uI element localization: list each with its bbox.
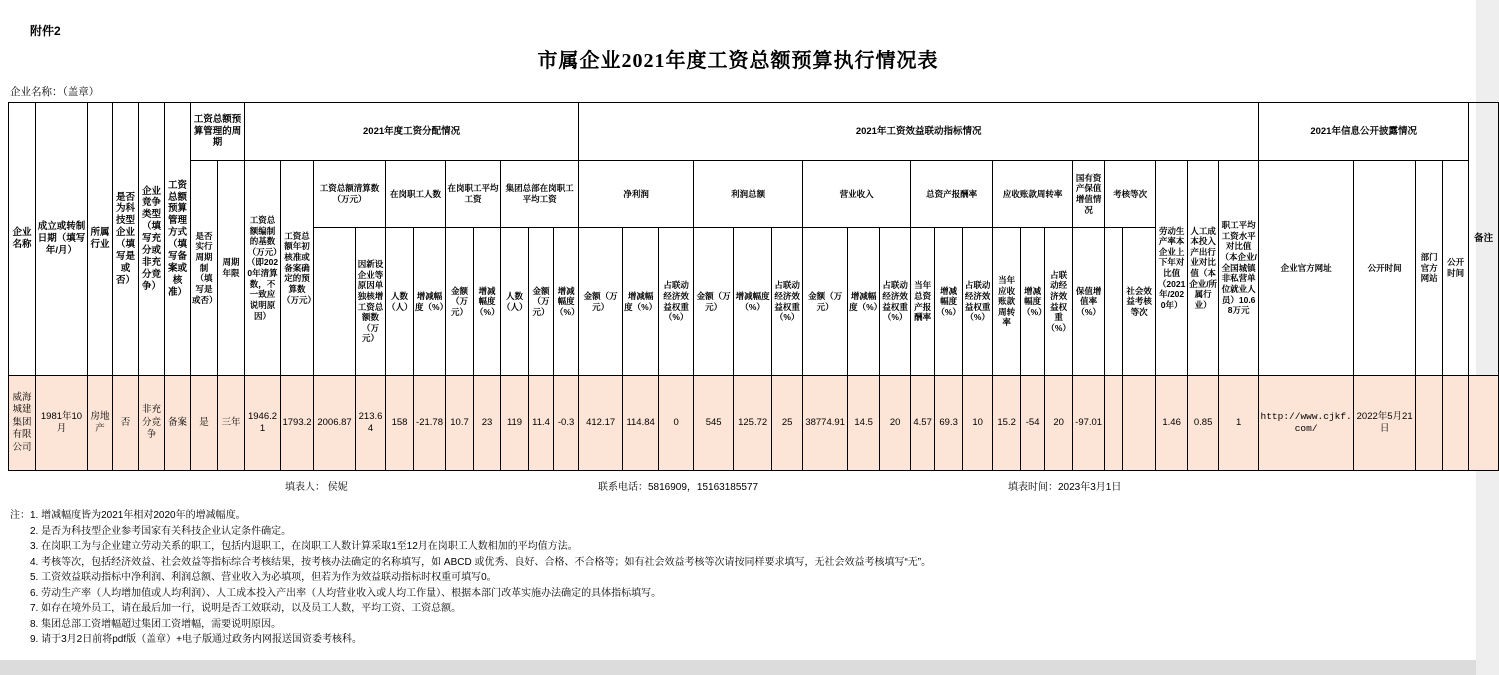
cell-revenue-change: 14.5	[848, 376, 880, 471]
group-header-onjob-headcount: 在岗职工人数	[386, 161, 446, 228]
cell-industry: 房地产	[88, 376, 113, 471]
col-header-totalprofit-weight: 占联动经济效益权重（%）	[772, 228, 803, 376]
cell-netprofit-amount: 412.17	[579, 376, 623, 471]
notes-list	[30, 508, 931, 648]
cell-hq-headcount: 119	[501, 376, 529, 471]
col-header-roa-change: 增减幅度（%）	[935, 228, 963, 376]
group-header-preserve: 国有资产保值增值情况	[1073, 161, 1105, 228]
note-item-8: 8. 集团总部工资增幅超过集团工资增幅，需要说明原因。	[30, 618, 282, 630]
col-header-grade-blank	[1105, 228, 1123, 376]
col-header-onjob-headcount: 人数（人）	[386, 228, 414, 376]
col-header-netprofit-amount: 金额（万元）	[579, 228, 623, 376]
cell-receivables-current: 15.2	[993, 376, 1021, 471]
cell-enterprise-name: 威海城建集团有限公司	[9, 376, 36, 471]
cell-cycle-years: 三年	[218, 376, 245, 471]
col-header-settlement-extra: 因新设企业等原因单独核增工资总额数（万元）	[356, 228, 386, 376]
cell-base-2020: 1946.21	[245, 376, 281, 471]
cell-hq-avgwage-change: -0.3	[554, 376, 579, 471]
cell-disclose-time: 2022年5月21日	[1354, 376, 1416, 471]
cell-labor-productivity-ratio: 1.46	[1156, 376, 1188, 471]
note-item-9: 9. 请于3月2日前将pdf版（盖章）+电子版通过政务内网报送国资委考核科。	[30, 634, 362, 645]
cell-receivables-weight: 20	[1045, 376, 1073, 471]
note-item-3: 3. 在岗职工为与企业建立劳动关系的职工，包括内退职工，在岗职工人数计算采取1至12月在岗职工人数相加的平均值方法。	[30, 541, 578, 552]
group-header-net-profit: 净利润	[579, 161, 694, 228]
col-header-onjob-avgwage-change: 增减幅度（%）	[474, 228, 501, 376]
cell-establish-date: 1981年10月	[36, 376, 88, 471]
attachment-label: 附件2	[30, 24, 61, 38]
col-header-revenue-weight: 占联动经济效益权重（%）	[880, 228, 911, 376]
cell-avg-wage-ratio: 1	[1219, 376, 1259, 471]
fill-date-label: 填表时间：2023年3月1日	[1008, 482, 1122, 493]
group-header-revenue: 营业收入	[803, 161, 911, 228]
page-bottom-gutter	[0, 660, 1476, 675]
cell-totalprofit-amount: 545	[694, 376, 734, 471]
cell-hq-avgwage-amount: 11.4	[529, 376, 554, 471]
group-header-distribution-2021: 2021年度工资分配情况	[245, 103, 579, 161]
col-header-base-2020: 工资总额编制的基数（万元）（即2020年清算数，不一致应说明原因）	[245, 161, 281, 376]
cell-preserve-rate: -97.01	[1073, 376, 1105, 471]
col-header-disclose-time: 公开时间	[1354, 161, 1416, 376]
col-header-competition-type: 企业竞争类型（填写充分或非充分竞争）	[139, 103, 165, 376]
col-header-approved-budget: 工资总额年初核准或备案确定的预算数（万元）	[281, 161, 314, 376]
group-header-receivables: 应收账款周转率	[993, 161, 1073, 228]
group-header-total-profit: 利润总额	[694, 161, 803, 228]
col-header-totalprofit-change: 增减幅度（%）	[734, 228, 772, 376]
preparer-label: 填表人： 侯妮	[285, 482, 348, 493]
col-header-hq-avgwage-change: 增减幅度（%）	[554, 228, 579, 376]
col-header-revenue-amount: 金额（万元）	[803, 228, 848, 376]
note-item-6: 6. 劳动生产率（人均增加值或人均利润）、人工成本投入产出率（人均营业收入或人均工作量）、根据本部门改革实施办法确定的具体指标填写。	[30, 587, 662, 599]
cell-grade	[1105, 376, 1123, 471]
cell-onjob-headcount: 158	[386, 376, 414, 471]
cell-dept-disclose-time	[1443, 376, 1469, 471]
col-header-industry: 所属行业	[88, 103, 113, 376]
cell-approved-budget: 1793.2	[281, 376, 314, 471]
col-header-labor-productivity-ratio: 劳动生产率本企业上下年对比值（2021年/2020年）	[1156, 161, 1188, 376]
col-header-establish-date: 成立或转制日期（填写年/月）	[36, 103, 88, 376]
cell-netprofit-weight: 0	[659, 376, 694, 471]
col-header-hq-headcount: 人数（人）	[501, 228, 529, 376]
note-item-4: 4. 考核等次，包括经济效益、社会效益等指标综合考核结果，按考核办法确定的名称填写，如 ABCD 或优秀、良好、合格、不合格等；如有社会效益考核等次请按同样要求填写，无社会效益考核填写“无”。	[30, 556, 932, 568]
col-header-budget-mgmt-method: 工资总额预算管理方式（填写备案或核准）	[165, 103, 191, 376]
col-header-social-grade: 社会效益考核等次	[1123, 228, 1156, 376]
notes-prefix: 注：	[10, 510, 30, 521]
col-header-remark: 备注	[1469, 103, 1499, 376]
note-item-7: 7. 如存在境外员工，请在最后加一行，说明是否工效联动，以及员工人数，平均工资、工资总额。	[30, 603, 462, 614]
notes-section	[10, 508, 931, 648]
budget-execution-table	[8, 102, 1499, 471]
group-header-disclosure-2021: 2021年信息公开披露情况	[1259, 103, 1469, 161]
group-header-linkage-2021: 2021年工资效益联动指标情况	[579, 103, 1259, 161]
col-header-dept-disclose-time: 公开时间	[1443, 161, 1469, 376]
col-header-roa-weight: 占联动经济效益权重（%）	[963, 228, 993, 376]
note-item-5: 5. 工资效益联动指标中净利润、利润总额、营业收入为必填项，但若为作为效益联动指标时权重可填写0。	[30, 572, 497, 583]
cell-competition-type: 非充分竞争	[139, 376, 165, 471]
cell-onjob-avgwage-change: 23	[474, 376, 501, 471]
col-header-enterprise-name: 企业名称	[9, 103, 36, 376]
cell-roa-current: 4.57	[911, 376, 935, 471]
table-row	[9, 376, 1499, 471]
col-header-website: 企业官方网址	[1259, 161, 1354, 376]
contact-phone-label: 联系电话：5816909，15163185577	[598, 482, 759, 493]
cell-settlement-total: 2006.87	[314, 376, 356, 471]
col-header-totalprofit-amount: 金额（万元）	[694, 228, 734, 376]
cell-roa-weight: 10	[963, 376, 993, 471]
cell-dept-website	[1416, 376, 1443, 471]
col-header-cycle-system: 是否实行周期制（填写是或否）	[191, 161, 218, 376]
group-header-settlement-total: 工资总额清算数（万元）	[314, 161, 386, 228]
col-header-settlement-blank	[314, 228, 356, 376]
cell-totalprofit-change: 125.72	[734, 376, 772, 471]
col-header-receivables-change: 增减幅度（%）	[1021, 228, 1045, 376]
cell-labor-cost-ratio: 0.85	[1188, 376, 1219, 471]
cell-is-tech: 否	[113, 376, 139, 471]
note-item-1: 1. 增减幅度皆为2021年相对2020年的增减幅度。	[30, 510, 246, 521]
cell-website: http://www.cjkf.com/	[1259, 376, 1354, 471]
cell-roa-change: 69.3	[935, 376, 963, 471]
cell-totalprofit-weight: 25	[772, 376, 803, 471]
cell-remark	[1469, 376, 1499, 471]
cell-revenue-amount: 38774.91	[803, 376, 848, 471]
cell-revenue-weight: 20	[880, 376, 911, 471]
col-header-onjob-avgwage-amount: 金额（万元）	[446, 228, 474, 376]
col-header-roa-current: 当年总资产报酬率	[911, 228, 935, 376]
group-header-roa: 总资产报酬率	[911, 161, 993, 228]
note-item-2: 2. 是否为科技型企业参考国家有关科技企业认定条件确定。	[30, 525, 292, 537]
col-header-is-tech: 是否为科技型企业（填写是或否）	[113, 103, 139, 376]
group-header-onjob-avgwage: 在岗职工平均工资	[446, 161, 501, 228]
cell-social-grade	[1123, 376, 1156, 471]
col-header-avg-wage-ratio: 职工平均工资水平对比值（本企业/全国城镇非私营单位就业人员）10.68万元	[1219, 161, 1259, 376]
col-header-preserve-rate: 保值增值率（%）	[1073, 228, 1105, 376]
col-header-dept-website: 部门官方网站	[1416, 161, 1443, 376]
cell-netprofit-change: 114.84	[623, 376, 659, 471]
col-header-cycle-years: 周期年限	[218, 161, 245, 376]
company-name-label: 企业名称：（盖章）	[10, 86, 100, 98]
col-header-labor-cost-ratio: 人工成本投入产出行业对比值（本企业/所属行业）	[1188, 161, 1219, 376]
cell-receivables-change: -54	[1021, 376, 1045, 471]
cell-onjob-headcount-change: -21.78	[414, 376, 446, 471]
page-title: 市属企业2021年度工资总额预算执行情况表	[537, 50, 939, 72]
col-header-netprofit-change: 增减幅度（%）	[623, 228, 659, 376]
col-header-receivables-current: 当年应收账款周转率	[993, 228, 1021, 376]
group-header-hq-avgwage: 集团总部在岗职工平均工资	[501, 161, 579, 228]
col-header-revenue-change: 增减幅度（%）	[848, 228, 880, 376]
col-header-hq-avgwage-amount: 金额（万元）	[529, 228, 554, 376]
col-header-receivables-weight: 占联动经济效益权重（%）	[1045, 228, 1073, 376]
cell-onjob-avgwage-amount: 10.7	[446, 376, 474, 471]
group-header-budget-cycle: 工资总额预算管理的周期	[191, 103, 245, 161]
group-header-grade: 考核等次	[1105, 161, 1156, 228]
col-header-netprofit-weight: 占联动经济效益权重（%）	[659, 228, 694, 376]
cell-budget-mgmt-method: 备案	[165, 376, 191, 471]
cell-cycle-system: 是	[191, 376, 218, 471]
cell-settlement-extra: 213.64	[356, 376, 386, 471]
col-header-onjob-headcount-change: 增减幅度（%）	[414, 228, 446, 376]
